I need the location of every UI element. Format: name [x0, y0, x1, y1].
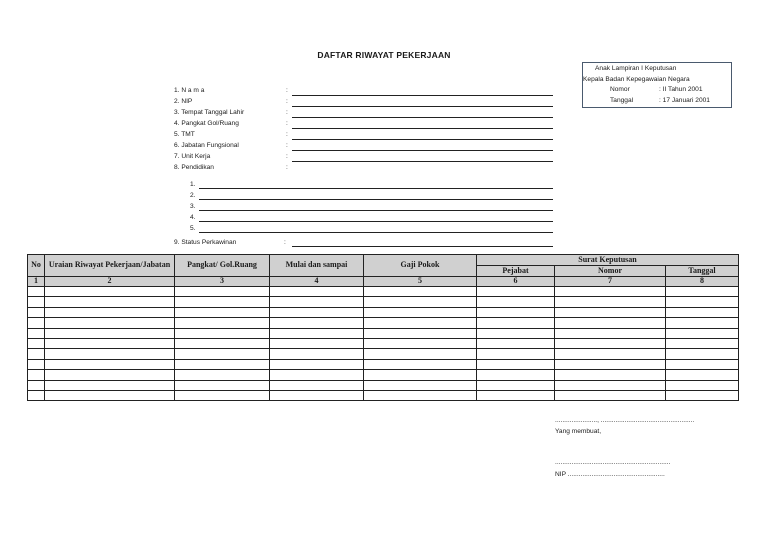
- table-cell[interactable]: [666, 349, 739, 359]
- table-cell[interactable]: [477, 318, 555, 328]
- table-cell[interactable]: [666, 297, 739, 307]
- table-cell[interactable]: [555, 370, 666, 380]
- table-row: [28, 338, 739, 348]
- table-cell[interactable]: [28, 359, 45, 369]
- table-cell[interactable]: [477, 359, 555, 369]
- table-cell[interactable]: [270, 359, 364, 369]
- table-cell[interactable]: [28, 338, 45, 348]
- table-cell[interactable]: [270, 380, 364, 390]
- signature-place-date[interactable]: ......................., ...................................................: [555, 417, 695, 424]
- field-nama-label: 1. N a m a: [174, 87, 205, 94]
- column-number: 8: [666, 277, 739, 287]
- table-cell[interactable]: [270, 370, 364, 380]
- field-tmt-line[interactable]: [292, 139, 553, 140]
- column-number: 2: [45, 277, 175, 287]
- table-cell[interactable]: [175, 370, 270, 380]
- header-nomor: Nomor: [555, 266, 666, 277]
- column-number: 4: [270, 277, 364, 287]
- table-cell[interactable]: [364, 307, 477, 317]
- table-cell[interactable]: [555, 287, 666, 297]
- table-cell[interactable]: [45, 349, 175, 359]
- field-status-line[interactable]: [292, 246, 553, 247]
- table-cell[interactable]: [364, 380, 477, 390]
- table-cell[interactable]: [666, 307, 739, 317]
- table-cell[interactable]: [364, 359, 477, 369]
- table-cell[interactable]: [477, 307, 555, 317]
- table-cell[interactable]: [45, 380, 175, 390]
- table-cell[interactable]: [270, 297, 364, 307]
- header-uraian: Uraian Riwayat Pekerjaan/Jabatan: [45, 255, 175, 277]
- document-title: DAFTAR RIWAYAT PEKERJAAN: [317, 50, 451, 60]
- table-cell[interactable]: [364, 349, 477, 359]
- header-surat-keputusan: Surat Keputusan: [477, 255, 739, 266]
- colon: :: [286, 164, 288, 171]
- education-line-2[interactable]: [199, 199, 553, 200]
- column-number: 5: [364, 277, 477, 287]
- table-cell[interactable]: [28, 307, 45, 317]
- table-cell[interactable]: [45, 370, 175, 380]
- table-cell[interactable]: [666, 338, 739, 348]
- colon: :: [286, 109, 288, 116]
- table-row: [28, 349, 739, 359]
- table-row: [28, 328, 739, 338]
- table-cell[interactable]: [270, 307, 364, 317]
- table-cell[interactable]: [45, 297, 175, 307]
- field-ttl-label: 3. Tempat Tanggal Lahir: [174, 109, 245, 116]
- table-cell[interactable]: [555, 297, 666, 307]
- header-pangkat: Pangkat/ Gol.Ruang: [175, 255, 270, 277]
- table-cell[interactable]: [28, 287, 45, 297]
- field-pendidikan-label: 8. Pendidikan: [174, 164, 214, 171]
- table-cell[interactable]: [555, 390, 666, 400]
- attachment-box: [582, 62, 732, 108]
- attachment-tanggal-label: Tanggal: [610, 96, 634, 104]
- header-pejabat: Pejabat: [477, 266, 555, 277]
- table-cell[interactable]: [45, 307, 175, 317]
- table-cell[interactable]: [270, 390, 364, 400]
- field-nip-line[interactable]: [292, 106, 553, 107]
- table-cell[interactable]: [555, 328, 666, 338]
- table-cell[interactable]: [175, 318, 270, 328]
- table-cell[interactable]: [477, 297, 555, 307]
- table-cell[interactable]: [364, 287, 477, 297]
- table-cell[interactable]: [28, 328, 45, 338]
- table-row: [28, 370, 739, 380]
- education-line-3[interactable]: [199, 210, 553, 211]
- table-cell[interactable]: [28, 380, 45, 390]
- header-mulai: Mulai dan sampai: [270, 255, 364, 277]
- table-cell[interactable]: [477, 390, 555, 400]
- table-cell[interactable]: [666, 370, 739, 380]
- table-cell[interactable]: [555, 318, 666, 328]
- table-row: [28, 307, 739, 317]
- table-cell[interactable]: [28, 297, 45, 307]
- signature-name-line[interactable]: ...............................................................: [555, 459, 671, 466]
- field-status-label: 9. Status Perkawinan: [174, 239, 237, 246]
- colon: :: [286, 120, 288, 127]
- table-cell[interactable]: [364, 297, 477, 307]
- table-body: [28, 287, 739, 401]
- table-header-row: [28, 255, 739, 266]
- table-cell[interactable]: [477, 370, 555, 380]
- table-cell[interactable]: [175, 328, 270, 338]
- table-cell[interactable]: [175, 359, 270, 369]
- table-cell[interactable]: [28, 318, 45, 328]
- education-item-2: 2.: [190, 192, 196, 199]
- education-item-5: 5.: [190, 225, 196, 232]
- header-tanggal: Tanggal: [666, 266, 739, 277]
- colon: :: [286, 87, 288, 94]
- attachment-nomor-value: : II Tahun 2001: [659, 86, 703, 93]
- signature-nip[interactable]: NIP .....................................................: [555, 471, 665, 478]
- table-cell[interactable]: [364, 318, 477, 328]
- education-item-4: 4.: [190, 214, 196, 221]
- table-cell[interactable]: [45, 328, 175, 338]
- table-cell[interactable]: [555, 359, 666, 369]
- work-history-table: [27, 254, 739, 401]
- table-cell[interactable]: [175, 307, 270, 317]
- field-nip-label: 2. NIP: [174, 98, 193, 105]
- table-cell[interactable]: [666, 380, 739, 390]
- signature-made-by: Yang membuat,: [555, 428, 602, 435]
- education-line-5[interactable]: [199, 232, 553, 233]
- column-number: 1: [28, 277, 45, 287]
- attachment-nomor-label: Nomor: [610, 86, 630, 93]
- header-no: No: [28, 255, 45, 277]
- table-cell[interactable]: [555, 349, 666, 359]
- education-line-1[interactable]: [199, 188, 553, 189]
- table-cell[interactable]: [666, 287, 739, 297]
- colon: :: [286, 98, 288, 105]
- colon: :: [286, 131, 288, 138]
- table-cell[interactable]: [666, 318, 739, 328]
- field-jabatan-line[interactable]: [292, 150, 553, 151]
- column-number: 3: [175, 277, 270, 287]
- table-cell[interactable]: [175, 349, 270, 359]
- table-row: [28, 297, 739, 307]
- table-cell[interactable]: [175, 297, 270, 307]
- table-cell[interactable]: [666, 328, 739, 338]
- table-cell[interactable]: [175, 390, 270, 400]
- table-row: [28, 380, 739, 390]
- table-cell[interactable]: [270, 328, 364, 338]
- table-row: [28, 390, 739, 400]
- table-cell[interactable]: [45, 390, 175, 400]
- attachment-tanggal: [583, 96, 731, 107]
- table-cell[interactable]: [555, 307, 666, 317]
- field-pangkat-label: 4. Pangkat Gol/Ruang: [174, 120, 239, 127]
- field-unit-line[interactable]: [292, 161, 553, 162]
- attachment-line-2: Kepala Badan Kepegawaian Negara: [583, 75, 690, 83]
- column-number: 7: [555, 277, 666, 287]
- table-cell[interactable]: [270, 338, 364, 348]
- field-ttl-line[interactable]: [292, 117, 553, 118]
- table-cell[interactable]: [364, 338, 477, 348]
- table-cell[interactable]: [555, 380, 666, 390]
- table-cell[interactable]: [175, 338, 270, 348]
- field-pangkat-line[interactable]: [292, 128, 553, 129]
- field-tmt-label: 5. TMT: [174, 131, 195, 138]
- table-cell[interactable]: [45, 359, 175, 369]
- table-cell[interactable]: [28, 349, 45, 359]
- table-cell[interactable]: [175, 380, 270, 390]
- table-row: [28, 318, 739, 328]
- table-cell[interactable]: [364, 390, 477, 400]
- field-jabatan-label: 6. Jabatan Fungsional: [174, 142, 239, 149]
- attachment-tanggal-value: : 17 Januari 2001: [659, 96, 710, 104]
- table-cell[interactable]: [270, 287, 364, 297]
- attachment-nomor: [583, 85, 731, 96]
- table-cell[interactable]: [666, 359, 739, 369]
- header-gaji: Gaji Pokok: [364, 255, 477, 277]
- colon: :: [286, 153, 288, 160]
- table-cell[interactable]: [477, 349, 555, 359]
- table-cell[interactable]: [364, 328, 477, 338]
- table-cell[interactable]: [477, 338, 555, 348]
- table-cell[interactable]: [364, 370, 477, 380]
- table-cell[interactable]: [270, 318, 364, 328]
- table-cell[interactable]: [555, 338, 666, 348]
- table-row: [28, 359, 739, 369]
- table-cell[interactable]: [45, 287, 175, 297]
- column-number-row: [28, 277, 739, 287]
- colon: :: [286, 142, 288, 149]
- table-cell[interactable]: [666, 390, 739, 400]
- table-cell[interactable]: [28, 390, 45, 400]
- attachment-line-1: Anak Lampiran I Keputusan: [595, 65, 677, 72]
- education-item-1: 1.: [190, 181, 196, 188]
- field-unit-label: 7. Unit Kerja: [174, 153, 211, 160]
- education-item-3: 3.: [190, 203, 196, 210]
- column-number: 6: [477, 277, 555, 287]
- table-cell[interactable]: [28, 370, 45, 380]
- table-cell[interactable]: [477, 287, 555, 297]
- table-cell[interactable]: [45, 318, 175, 328]
- table-cell[interactable]: [477, 328, 555, 338]
- table-cell[interactable]: [45, 338, 175, 348]
- table-cell[interactable]: [477, 380, 555, 390]
- table-cell[interactable]: [175, 287, 270, 297]
- table-row: [28, 287, 739, 297]
- table-cell[interactable]: [270, 349, 364, 359]
- colon: :: [284, 239, 286, 246]
- field-nama-line[interactable]: [292, 95, 553, 96]
- education-line-4[interactable]: [199, 221, 553, 222]
